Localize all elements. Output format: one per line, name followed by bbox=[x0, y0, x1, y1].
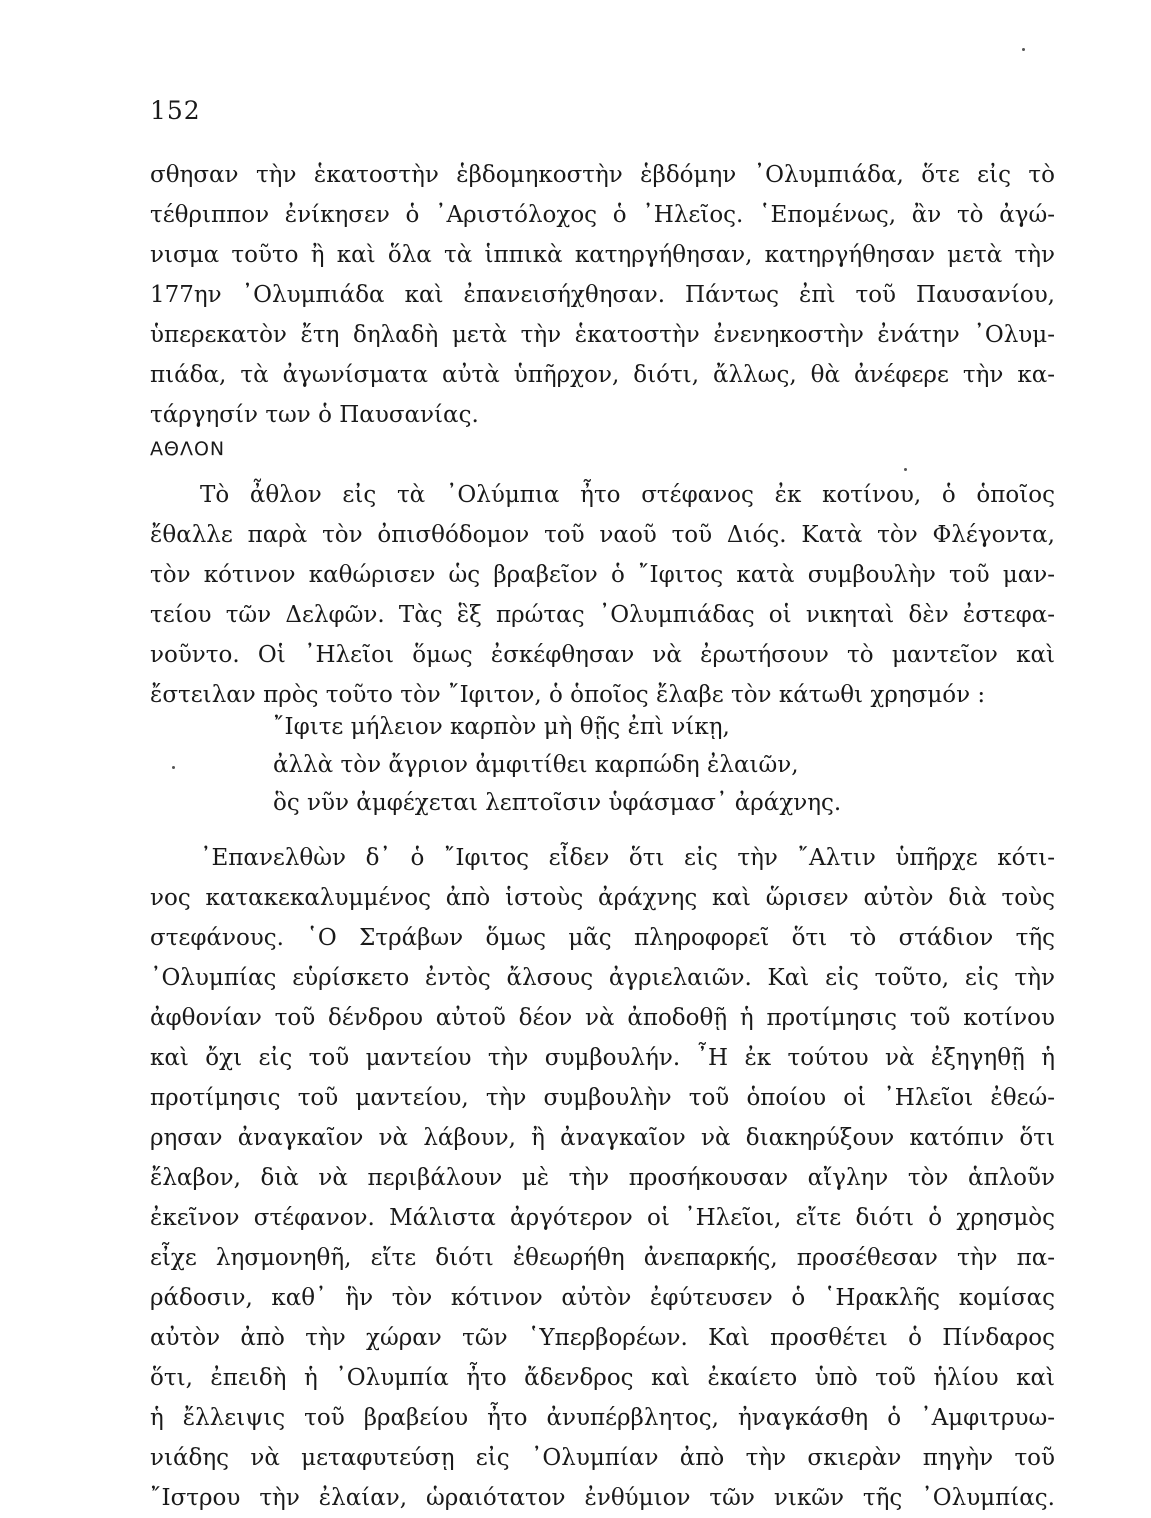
oracle-verse bbox=[273, 708, 841, 822]
scan-speck bbox=[172, 766, 175, 769]
text-line: 177ην ᾿Ολυμπιάδα καὶ ἐπανεισήχθησαν. Πάντως ἐπὶ τοῦ Παυσανίου, bbox=[150, 282, 1055, 308]
text-line: ὑπερεκατὸν ἔτη δηλαδὴ μετὰ τὴν ἑκατοστὴν ἐνενηκοστὴν ἐνάτην ᾿Ολυμ- bbox=[150, 322, 1055, 348]
text-line: εἶχε λησμονηθῆ, εἴτε διότι ἐθεωρήθη ἀνεπαρκής, προσέθεσαν τὴν πα- bbox=[150, 1245, 1055, 1271]
text-line: νιάδης νὰ μεταφυτεύσῃ εἰς ᾿Ολυμπίαν ἀπὸ τὴν σκιερὰν πηγὴν τοῦ bbox=[150, 1445, 1055, 1471]
text-line: στεφάνους. ῾Ο Στράβων ὅμως μᾶς πληροφορεῖ ὅτι τὸ στάδιον τῆς bbox=[150, 925, 1055, 951]
text-line: νοῦντο. Οἱ ᾿Ηλεῖοι ὅμως ἐσκέφθησαν νὰ ἐρωτήσουν τὸ μαντεῖον καὶ bbox=[150, 642, 1055, 668]
text-line: ἐκεῖνον στέφανον. Μάλιστα ἀργότερον οἱ ᾿Ηλεῖοι, εἴτε διότι ὁ χρησμὸς bbox=[150, 1205, 1055, 1231]
section-heading: ΑΘΛΟΝ bbox=[150, 438, 226, 460]
text-line: ἔλαβον, διὰ νὰ περιβάλουν μὲ τὴν προσήκουσαν αἴγλην τὸν ἁπλοῦν bbox=[150, 1165, 1055, 1191]
paragraph-2 bbox=[150, 475, 1055, 715]
text-line: σθησαν τὴν ἑκατοστὴν ἑβδομηκοστὴν ἑβδόμην ᾿Ολυμπιάδα, ὅτε εἰς τὸ bbox=[150, 162, 1055, 188]
text-line: τέθριππον ἐνίκησεν ὁ ᾿Αριστόλοχος ὁ ᾿Ηλεῖος. ῾Επομένως, ἂν τὸ ἀγώ- bbox=[150, 202, 1055, 228]
text-line: προτίμησις τοῦ μαντείου, τὴν συμβουλὴν τοῦ ὁποίου οἱ ᾿Ηλεῖοι ἐθεώ- bbox=[150, 1085, 1055, 1111]
paragraph-1 bbox=[150, 155, 1055, 435]
text-line: ῎Ιστρου τὴν ἐλαίαν, ὡραιότατον ἐνθύμιον τῶν νικῶν τῆς ᾿Ολυμπίας. bbox=[150, 1485, 1055, 1511]
page-number: 152 bbox=[150, 96, 201, 125]
text-line: καὶ ὄχι εἰς τοῦ μαντείου τὴν συμβουλήν. ῏Η ἐκ τούτου νὰ ἐξηγηθῇ ἡ bbox=[150, 1045, 1055, 1071]
text-line: νος κατακεκαλυμμένος ἀπὸ ἱστοὺς ἀράχνης καὶ ὥρισεν αὐτὸν διὰ τοὺς bbox=[150, 885, 1055, 911]
text-line: ᾿Επανελθὼν δ᾿ ὁ ῎Ιφιτος εἶδεν ὅτι εἰς τὴν ῎Αλτιν ὑπῆρχε κότι- bbox=[200, 845, 1055, 871]
text-line: Τὸ ἆθλον εἰς τὰ ᾿Ολύμπια ἦτο στέφανος ἐκ κοτίνου, ὁ ὁποῖος bbox=[200, 482, 1055, 508]
text-line: αὐτὸν ἀπὸ τὴν χώραν τῶν ῾Υπερβορέων. Καὶ προσθέτει ὁ Πίνδαρος bbox=[150, 1325, 1055, 1351]
scan-speck bbox=[1022, 48, 1025, 51]
text-line: πιάδα, τὰ ἀγωνίσματα αὐτὰ ὑπῆρχον, διότι, ἄλλως, θὰ ἀνέφερε τὴν κα- bbox=[150, 362, 1055, 388]
text-line: ἔστειλαν πρὸς τοῦτο τὸν ῎Ιφιτον, ὁ ὁποῖος ἔλαβε τὸν κάτωθι χρησμόν : bbox=[150, 682, 986, 708]
text-line: ὅτι, ἐπειδὴ ἡ ᾿Ολυμπία ἦτο ἄδενδρος καὶ ἐκαίετο ὑπὸ τοῦ ἡλίου καὶ bbox=[150, 1365, 1055, 1391]
text-line: ἀφθονίαν τοῦ δένδρου αὐτοῦ δέον νὰ ἀποδοθῇ ἡ προτίμησις τοῦ κοτίνου bbox=[150, 1005, 1055, 1031]
scan-speck bbox=[904, 468, 907, 471]
text-line: ἔθαλλε παρὰ τὸν ὀπισθόδομον τοῦ ναοῦ τοῦ Διός. Κατὰ τὸν Φλέγοντα, bbox=[150, 522, 1055, 548]
text-line: ᾿Ολυμπίας εὑρίσκετο ἐντὸς ἄλσους ἀγριελαιῶν. Καὶ εἰς τοῦτο, εἰς τὴν bbox=[150, 965, 1055, 991]
verse-line: ἀλλὰ τὸν ἄγριον ἀμφιτίθει καρπώδη ἐλαιῶν, bbox=[273, 752, 799, 778]
verse-line: ὃς νῦν ἀμφέχεται λεπτοῖσιν ὑφάσμασ᾿ ἀράχνης. bbox=[273, 790, 842, 816]
text-line: ράδοσιν, καθ᾿ ἣν τὸν κότινον αὐτὸν ἐφύτευσεν ὁ ῾Ηρακλῆς κομίσας bbox=[150, 1285, 1055, 1311]
text-line: τείου τῶν Δελφῶν. Τὰς ἓξ πρώτας ᾿Ολυμπιάδας οἱ νικηταὶ δὲν ἐστεφα- bbox=[150, 602, 1055, 628]
text-line: νισμα τοῦτο ἢ καὶ ὅλα τὰ ἱππικὰ κατηργήθησαν, κατηργήθησαν μετὰ τὴν bbox=[150, 242, 1055, 268]
verse-line: ῎Ιφιτε μήλειον καρπὸν μὴ θῇς ἐπὶ νίκῃ, bbox=[273, 714, 730, 740]
text-line: ρησαν ἀναγκαῖον νὰ λάβουν, ἢ ἀναγκαῖον νὰ διακηρύξουν κατόπιν ὅτι bbox=[150, 1125, 1055, 1151]
text-line: τάργησίν των ὁ Παυσανίας. bbox=[150, 402, 479, 428]
paragraph-3 bbox=[150, 838, 1055, 1518]
text-line: τὸν κότινον καθώρισεν ὡς βραβεῖον ὁ ῎Ιφιτος κατὰ συμβουλὴν τοῦ μαν- bbox=[150, 562, 1055, 588]
text-line: ἡ ἔλλειψις τοῦ βραβείου ἦτο ἀνυπέρβλητος, ἠναγκάσθη ὁ ᾿Αμφιτρυω- bbox=[150, 1405, 1055, 1431]
